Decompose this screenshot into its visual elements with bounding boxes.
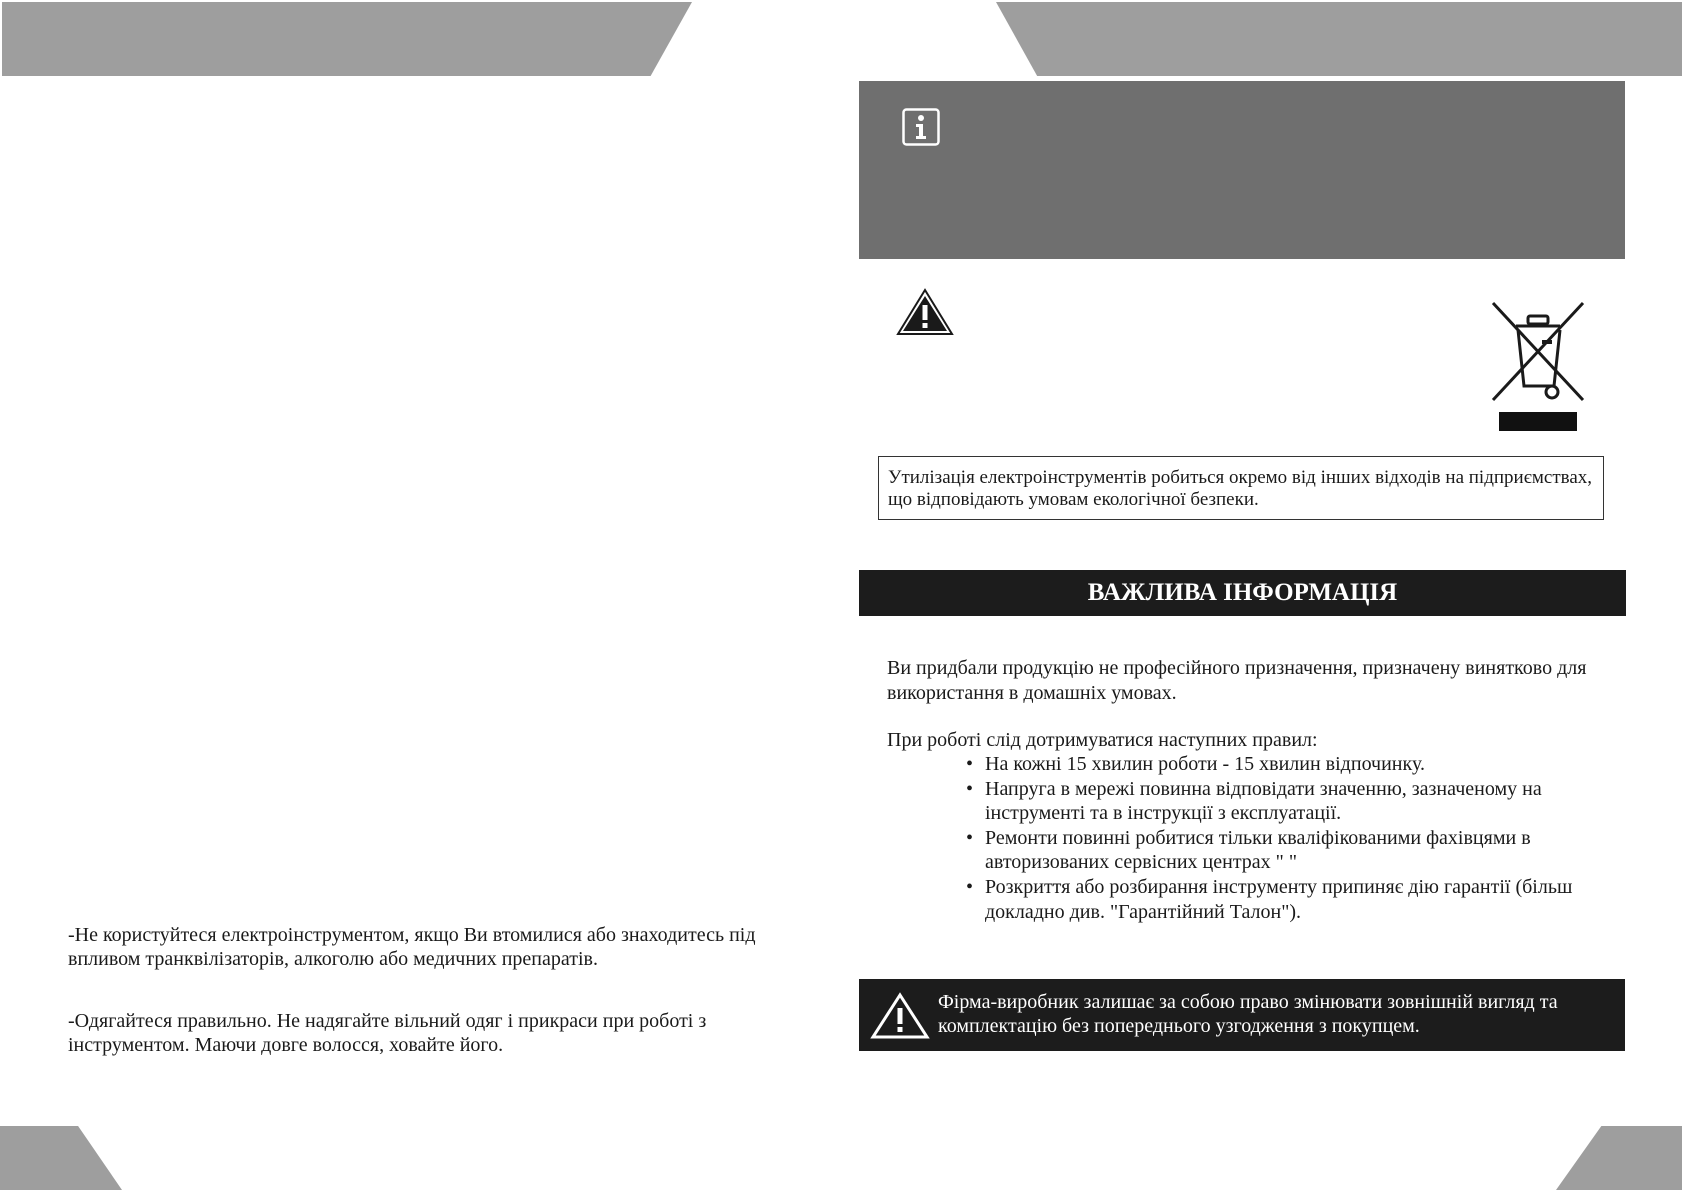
list-item: • Ремонти повинні робитися тільки кваліфікованими фахівцями в авторизованих сервісних центрах " " bbox=[966, 826, 1586, 875]
list-item: • Напруга в мережі повинна відповідати значенню, зазначеному на інструменті та в інструкції з експлуатації. bbox=[966, 777, 1586, 826]
manufacturer-notice-text: Фірма-виробник залишає за собою право змінювати зовнішній вигляд та комплектацію без попереднього узгодження з покупцем. bbox=[938, 991, 1558, 1037]
crossed-out-wheelie-bin-icon bbox=[1490, 300, 1586, 434]
info-panel bbox=[859, 81, 1625, 259]
info-icon bbox=[902, 108, 940, 146]
footer-band-left bbox=[0, 1126, 122, 1190]
important-info-title: ВАЖЛИВА ІНФОРМАЦІЯ bbox=[859, 570, 1626, 616]
rules-heading: При роботі слід дотримуватися наступних правил: bbox=[887, 729, 1318, 751]
manufacturer-notice bbox=[859, 979, 1625, 1051]
intro-paragraph: Ви придбали продукцію не професійного призначення, призначену винятково для використання в домашніх умовах. bbox=[887, 657, 1587, 704]
warning-icon bbox=[896, 288, 954, 336]
safety-paragraph-clothing: -Одягайтеся правильно. Не надягайте вільний одяг і прикраси при роботі з інструментом. Маючи довге волосся, ховайте його. bbox=[68, 1010, 707, 1056]
footer-band-right bbox=[1556, 1126, 1682, 1190]
header-band-right bbox=[996, 2, 1682, 76]
list-item: • На кожні 15 хвилин роботи - 15 хвилин відпочинку. bbox=[966, 752, 1586, 777]
disposal-notice: Утилізація електроінструментів робиться окремо від інших відходів на підприємствах, що відповідають умовам екологічної безпеки. bbox=[878, 456, 1604, 520]
warning-icon bbox=[870, 991, 930, 1041]
list-item: • Розкриття або розбирання інструменту припиняє дію гарантії (більш докладно див. "Гарантійний Талон"). bbox=[966, 875, 1586, 924]
rules-list bbox=[966, 752, 1586, 924]
header-band-left bbox=[2, 2, 692, 76]
safety-paragraph-fatigue: -Не користуйтеся електроінструментом, якщо Ви втомилися або знаходитесь під впливом транквілізаторів, алкоголю або медичних препаратів. bbox=[68, 924, 756, 970]
